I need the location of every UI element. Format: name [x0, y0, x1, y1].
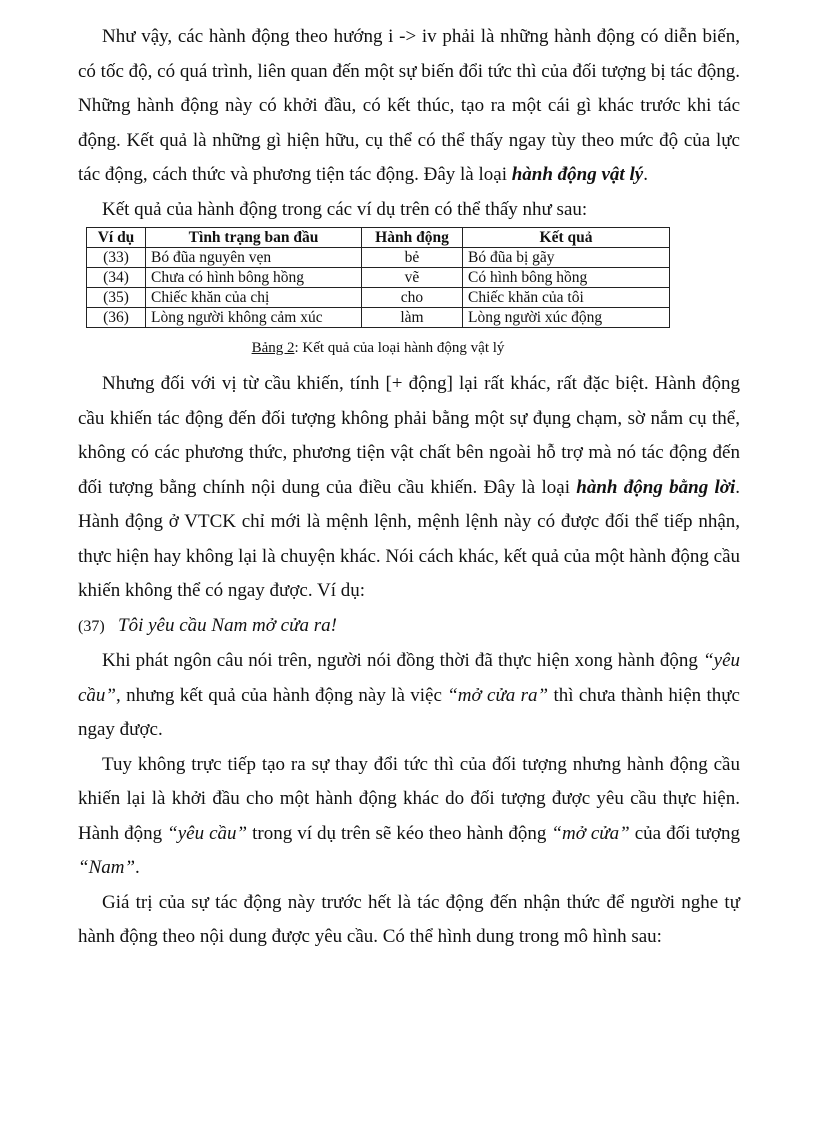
results-table [86, 227, 670, 328]
table-row [87, 268, 670, 288]
paragraph-6: Giá trị của sự tác động này trước hết là tác động đến nhận thức để người nghe tự hành động theo nội dung được yêu cầu. Có thể hình dung trong mô hình sau: [78, 891, 740, 947]
document-page [78, 20, 740, 955]
quote-mo-cua: “mở cửa” [551, 822, 630, 844]
table-caption-text: : Kết quả của loại hành động vật lý [294, 340, 505, 356]
table-row [87, 248, 670, 268]
cell-initial-state: Chiếc khăn của chị [146, 288, 362, 308]
cell-initial-state: Lòng người không cảm xúc [146, 308, 362, 328]
paragraph-2: Kết quả của hành động trong các ví dụ trên có thể thấy như sau: [102, 198, 588, 220]
paragraph-1-text: Như vậy, các hành động theo hướng i -> iv phải là những hành động có diễn biến, có tốc độ, có quá trình, liên quan đến một sự biến đổi tức thì của đối tượng bị tác động. Những hành động này có khởi đầu, có kết thúc, tạo ra một cái gì khác trước khi tác động. Kết quả là những gì hiện hữu, cụ thể có thể thấy ngay tùy theo mức độ của lực tác động, cách thức và phương tiện tác động. Đây là loại [78, 26, 741, 185]
col-header-example: Ví dụ [87, 228, 146, 248]
example-text: Tôi yêu cầu Nam mở cửa ra! [118, 614, 337, 636]
quote-mo-cua-ra: “mở cửa ra” [447, 684, 549, 706]
paragraph-1 [78, 20, 740, 193]
cell-result: Có hình bông hồng [463, 268, 670, 288]
quote-nam: “Nam” [78, 857, 136, 878]
cell-example: (36) [87, 308, 146, 328]
col-header-result: Kết quả [463, 228, 670, 248]
cell-action: vẽ [362, 268, 463, 288]
cell-action: bẻ [362, 248, 463, 268]
cell-result: Bó đũa bị gãy [463, 248, 670, 268]
paragraph-5 [78, 748, 740, 886]
cell-initial-state: Bó đũa nguyên vẹn [146, 248, 362, 268]
table-row [87, 308, 670, 328]
cell-result: Chiếc khăn của tôi [463, 288, 670, 308]
paragraph-5-mid: trong ví dụ trên sẽ kéo theo hành động [247, 822, 552, 844]
paragraph-5-text: Tuy không trực tiếp tạo ra sự thay đổi tức thì của đối tượng nhưng hành động cầu khiến lại là khởi đầu cho một hành động khác do đối tượng được yêu cầu thực hiện. Hành động [78, 753, 740, 844]
table-caption [86, 340, 670, 357]
cell-result: Lòng người xúc động [463, 308, 670, 328]
quote-yeu-cau: “yêu cầu” [78, 650, 740, 706]
paragraph-4 [78, 644, 740, 748]
paragraph-5-mid-2: của đối tượng [629, 822, 740, 844]
quote-yeu-cau-2: “yêu cầu” [167, 822, 248, 844]
paragraph-5-end: . [135, 857, 140, 878]
cell-action: cho [362, 288, 463, 308]
paragraph-4-mid: , nhưng kết quả của hành động này là việc [116, 684, 448, 706]
col-header-initial-state: Tình trạng ban đầu [146, 228, 362, 248]
paragraph-4-end: thì chưa thành hiện thực ngay được. [78, 684, 740, 740]
term-verbal-action: hành động bằng lời [576, 476, 736, 498]
table-row [87, 288, 670, 308]
col-header-action: Hành động [362, 228, 463, 248]
paragraph-4-text: Khi phát ngôn câu nói trên, người nói đồng thời đã thực hiện xong hành động [102, 650, 704, 671]
paragraph-3 [78, 367, 740, 609]
cell-example: (34) [87, 268, 146, 288]
paragraph-3-text: Nhưng đối với vị từ cầu khiến, tính [+ động] lại rất khác, rất đặc biệt. Hành động cầu khiến tác động đến đối tượng không phải bằng một sự đụng chạm, sờ nắm cụ thể, không có các phương thức, phương tiện vật chất bên ngoài hỗ trợ mà nó tác động đến đối tượng bằng chính nội dung của điều cầu khiến. Đây là loại [78, 373, 740, 498]
example-number: (37) [78, 617, 105, 635]
paragraph-1-end: . [643, 164, 648, 185]
table-caption-label: Bảng 2 [251, 340, 295, 356]
term-physical-action: hành động vật lý [511, 164, 644, 185]
example-37 [78, 609, 740, 645]
cell-example: (33) [87, 248, 146, 268]
table-header-row [87, 228, 670, 248]
cell-action: làm [362, 308, 463, 328]
cell-example: (35) [87, 288, 146, 308]
cell-initial-state: Chưa có hình bông hồng [146, 268, 362, 288]
paragraph-3-end: . Hành động ở VTCK chỉ mới là mệnh lệnh, mệnh lệnh này có được đối thể tiếp nhận, thực hiện hay không lại là chuyện khác. Nói cách khác, kết quả của một hành động cầu khiến không thể có ngay được. Ví dụ: [78, 476, 740, 601]
